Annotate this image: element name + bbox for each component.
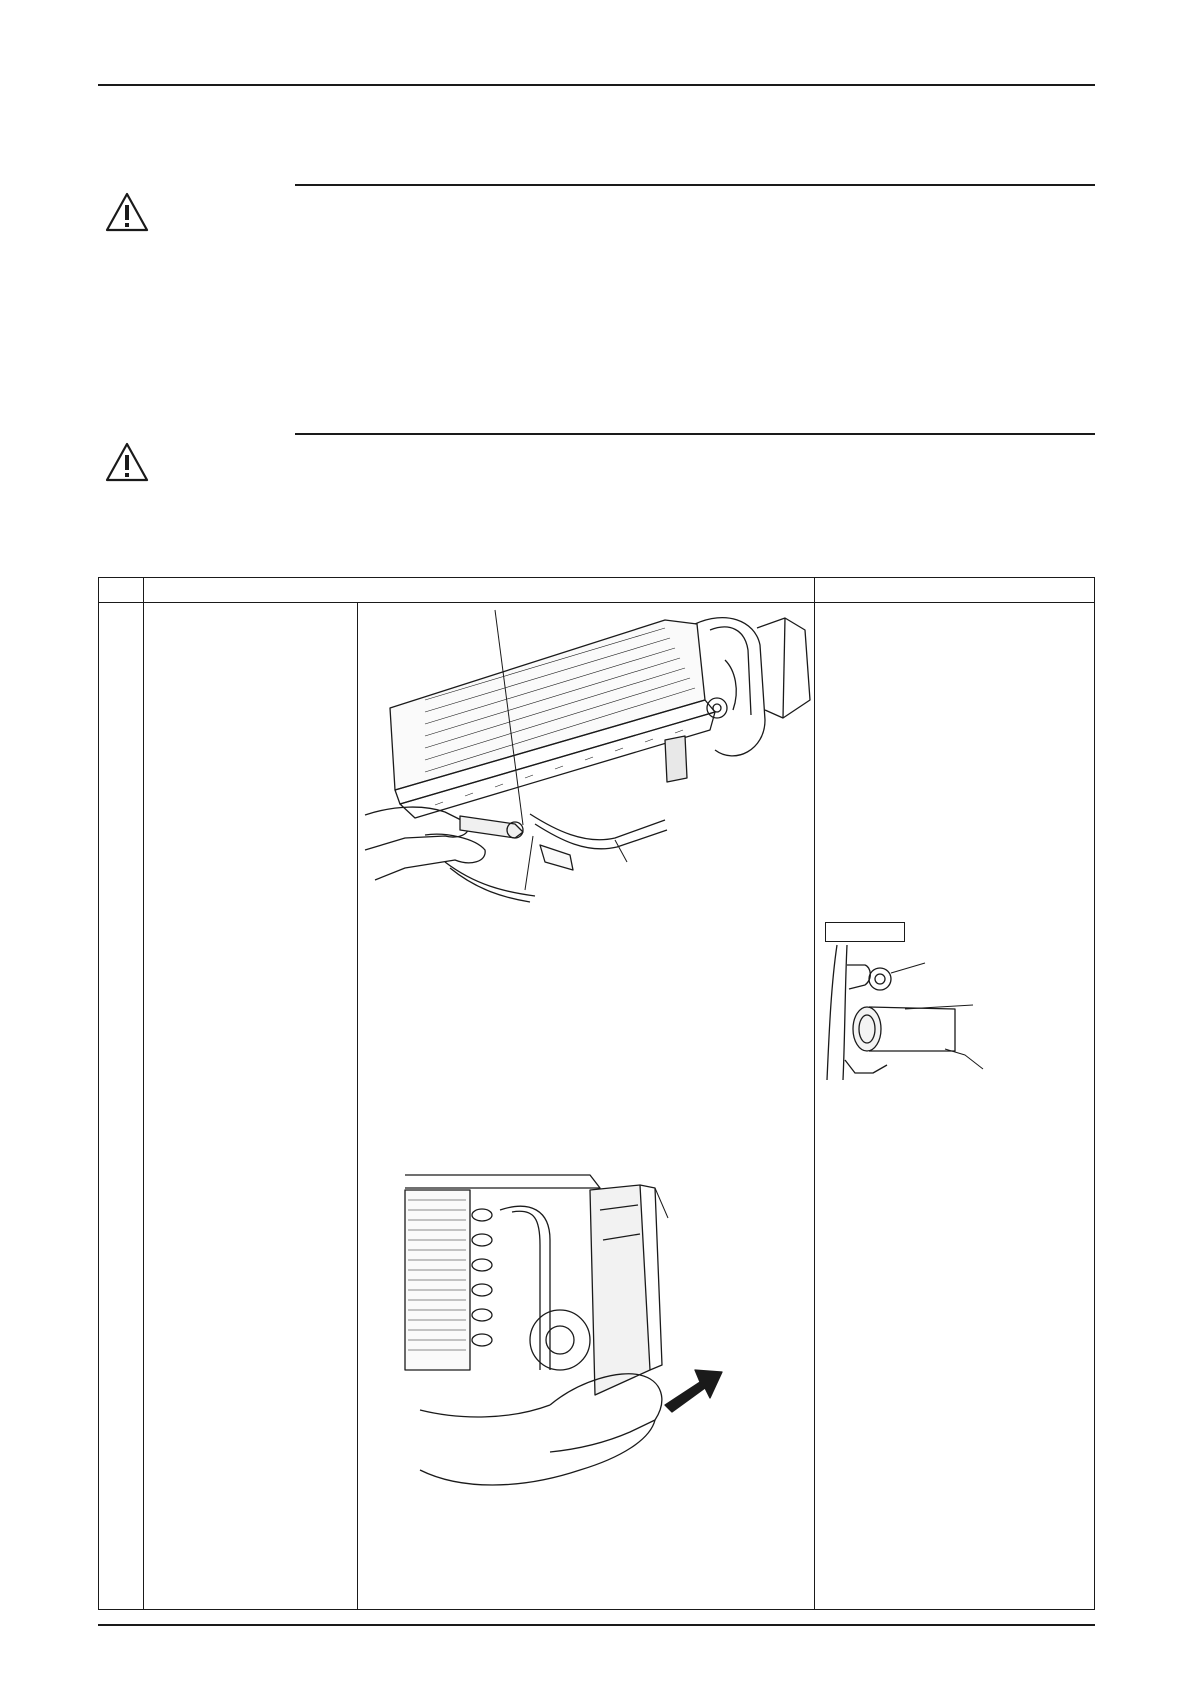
footer-rule — [98, 1624, 1095, 1626]
table-col-divider-figure — [357, 602, 358, 1609]
closeup-caption-box — [825, 922, 905, 942]
table-col-divider-step — [143, 578, 144, 1609]
side-panel-removal-illustration — [400, 1170, 780, 1500]
warning-section-rule — [295, 184, 1095, 186]
caution-section-rule — [295, 433, 1095, 435]
warning-triangle-icon — [104, 441, 150, 483]
drain-hose-closeup-illustration — [825, 945, 1005, 1085]
header-rule — [98, 84, 1095, 86]
warning-triangle-icon — [104, 191, 150, 233]
drain-hose-removal-illustration — [365, 600, 815, 920]
